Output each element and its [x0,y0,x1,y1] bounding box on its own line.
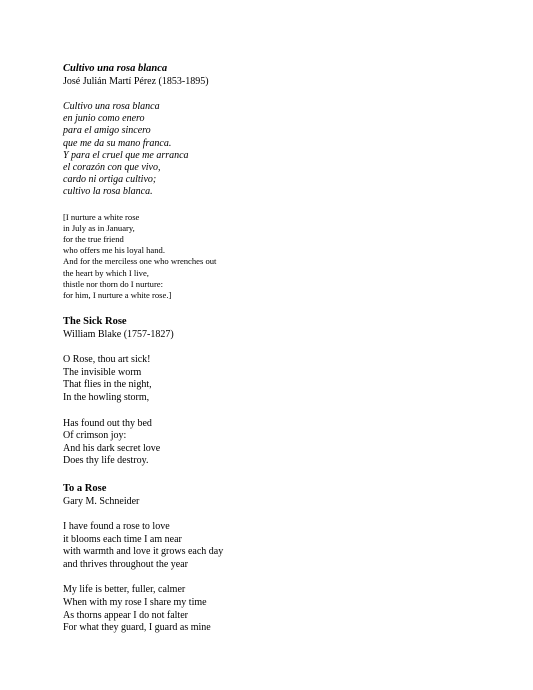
poem-line: thistle nor thorn do I nurture: [63,278,164,289]
poem-line: en junio como enero [63,113,145,125]
poem-the-sick-rose [63,315,503,468]
poem-stanza [63,521,503,571]
poem-line: para el amigo sincero [63,125,151,137]
poem-to-a-rose [63,482,503,635]
poem-line: In the howling storm, [63,392,150,404]
poem-line: the heart by which I live, [63,267,149,278]
poem-line: cardo ni ortiga cultivo; [63,174,157,186]
poem-line: [I nurture a white rose [63,211,140,222]
poem-line: in July as in January, [63,222,135,233]
poem-author: William Blake (1757-1827) [63,329,174,341]
poem-line: Does thy life destroy. [63,455,149,467]
poem-cultivo-una-rosa-blanca [63,62,503,301]
poem-line: with warmth and love it grows each day [63,546,224,558]
poem-line: for the true friend [63,234,124,245]
poem-line: That flies in the night, [63,379,152,391]
poem-title: The Sick Rose [63,316,127,328]
poem-line: Of crimson joy: [63,430,127,442]
poem-line: And for the merciless one who wrenches out [63,256,217,267]
poem-author: Gary M. Schneider [63,496,140,507]
poem-line: When with my rose I share my time [63,596,207,608]
poem-line: Y para el cruel que me arranca [63,149,189,161]
poem-line: el corazón con que vivo, [63,162,161,174]
poem-line: it blooms each time I am near [63,533,182,545]
poem-line: que me da su mano franca. [63,137,172,149]
poem-stanza-translation [63,212,503,302]
poem-title: To a Rose [63,483,107,494]
poem-line: and thrives throughout the year [63,558,188,570]
poem-line: For what they guard, I guard as mine [63,622,211,634]
poem-line: Has found out thy bed [63,417,152,429]
poem-line: As thorns appear I do not falter [63,609,188,621]
poem-line: The invisible worm [63,366,142,378]
poem-line: who offers me his loyal hand. [63,245,165,256]
poem-line: for him, I nurture a white rose.] [63,290,172,301]
poem-line: I have found a rose to love [63,521,170,532]
poem-line: Cultivo una rosa blanca [63,101,160,112]
poem-line: My life is better, fuller, calmer [63,584,186,596]
document-page [63,62,503,635]
poem-stanza [63,354,503,404]
poem-stanza-spanish [63,101,503,199]
poem-line: cultivo la rosa blanca. [63,186,153,198]
poem-stanza [63,584,503,634]
poem-author: José Julián Martí Pérez (1853-1895) [63,76,209,87]
poem-stanza [63,418,503,468]
poem-title: Cultivo una rosa blanca [63,63,168,74]
poem-line: And his dark secret love [63,442,161,454]
poem-line: O Rose, thou art sick! [63,354,151,366]
